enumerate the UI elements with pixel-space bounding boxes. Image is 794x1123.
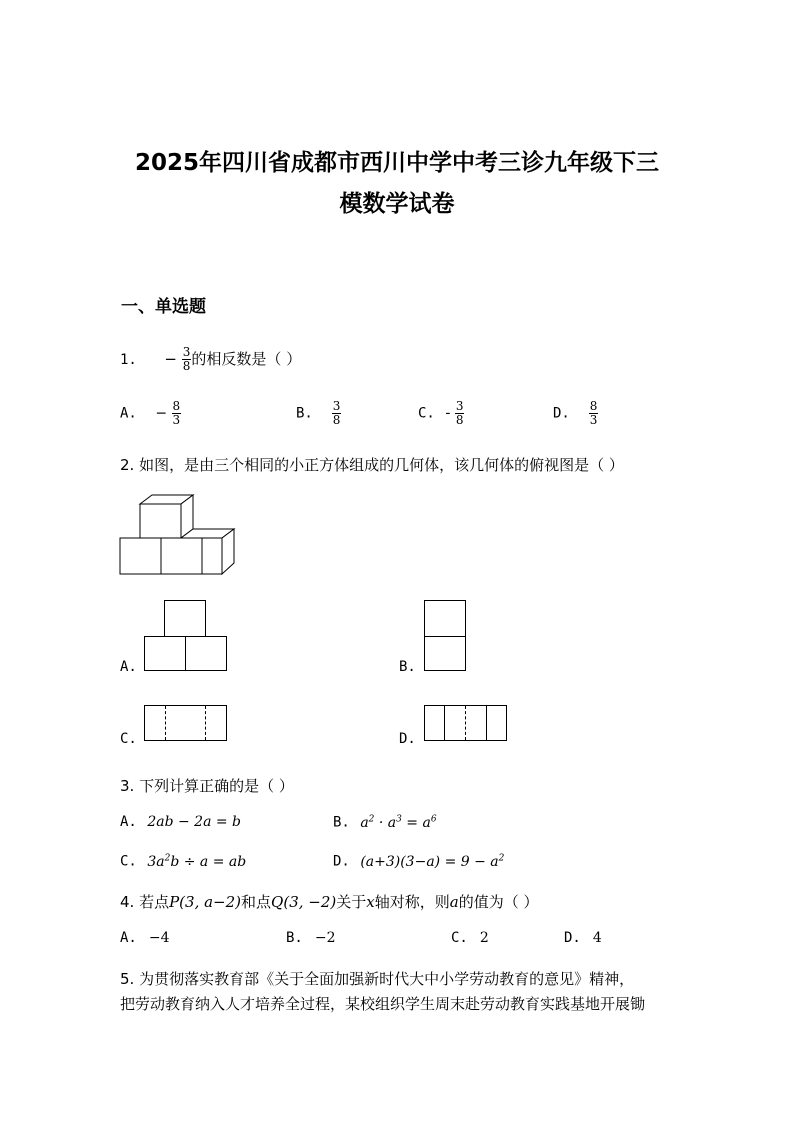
solid-line — [444, 705, 445, 741]
point-q: Q(3, −2) — [271, 893, 337, 911]
q3-option-a[interactable]: A. 2ab − 2a = b — [120, 814, 242, 830]
solid-line — [486, 705, 487, 741]
fraction: $\frac{8}{3}$ — [589, 399, 598, 427]
q2-option-b-label[interactable]: B. — [399, 659, 416, 675]
q1-option-b[interactable]: B. $\frac{3}{8}$ — [296, 399, 341, 427]
question-2: 2. 如图，是由三个相同的小正方体组成的几何体，该几何体的俯视图是（ ） — [120, 456, 624, 474]
square — [424, 600, 466, 637]
q3-option-b[interactable]: B. $a^2 \cdot a^3 = a^6$ — [333, 814, 437, 831]
q4-option-a[interactable]: A. −4 — [120, 930, 170, 946]
square — [144, 636, 186, 671]
fraction: $\frac{3}{8}$ — [332, 399, 341, 427]
fraction-denominator: 8 — [182, 359, 191, 373]
q4-option-b[interactable]: B. −2 — [286, 930, 336, 946]
q2-option-a-label[interactable]: A. — [120, 659, 137, 675]
cube-solid-figure — [118, 492, 238, 580]
question-5-line2: 把劳动教育纳入人才培养全过程，某校组织学生周末赴劳动教育实践基地开展锄 — [120, 995, 646, 1013]
page-title-line2: 模数学试卷 — [339, 191, 455, 217]
q1-option-c[interactable]: C. - $\frac{3}{8}$ — [418, 399, 464, 427]
square — [185, 636, 227, 671]
q1-option-d[interactable]: D. $\frac{8}{3}$ — [553, 399, 598, 427]
section-heading-single-choice: 一、单选题 — [121, 297, 206, 317]
q3-option-d[interactable]: D. $(a+3)(3-a) = 9 - a^2$ — [333, 853, 505, 870]
rectangle — [144, 705, 227, 741]
question-1 — [120, 346, 301, 373]
question-number: 1. — [120, 352, 137, 368]
fraction-sign: − — [164, 350, 177, 368]
fraction-numerator: 3 — [182, 345, 191, 359]
square — [164, 600, 206, 637]
page-title-line1: 2025年四川省成都市西川中学中考三诊九年级下三 — [134, 150, 659, 176]
q2-option-d-label[interactable]: D. — [399, 731, 416, 747]
fraction: $\frac{8}{3}$ — [172, 399, 181, 427]
fraction — [182, 346, 192, 373]
q4-option-d[interactable]: D. 4 — [564, 930, 602, 946]
q1-option-a[interactable]: A. − $\frac{8}{3}$ — [120, 399, 181, 427]
dashed-line — [205, 706, 206, 740]
question-text: 的相反数是（ ） — [191, 350, 302, 368]
q2-option-c-label[interactable]: C. — [120, 731, 137, 747]
q3-option-c[interactable]: C. $3a^2b \div a$ = ab — [120, 853, 247, 870]
point-p: P(3, a−2) — [169, 893, 242, 911]
question-3: 3. 下列计算正确的是（ ） — [120, 777, 294, 795]
fraction: $\frac{3}{8}$ — [455, 399, 464, 427]
q4-option-c[interactable]: C. 2 — [451, 930, 489, 946]
square — [424, 636, 466, 671]
question-4: 4. 若点P(3, a−2)和点Q(3, −2)关于x轴对称，则a的值为（ ） — [120, 893, 539, 911]
question-5-line1: 5. 为贯彻落实教育部《关于全面加强新时代大中小学劳动教育的意见》精神， — [120, 970, 635, 988]
dashed-line — [165, 706, 166, 740]
dashed-line — [465, 706, 466, 740]
